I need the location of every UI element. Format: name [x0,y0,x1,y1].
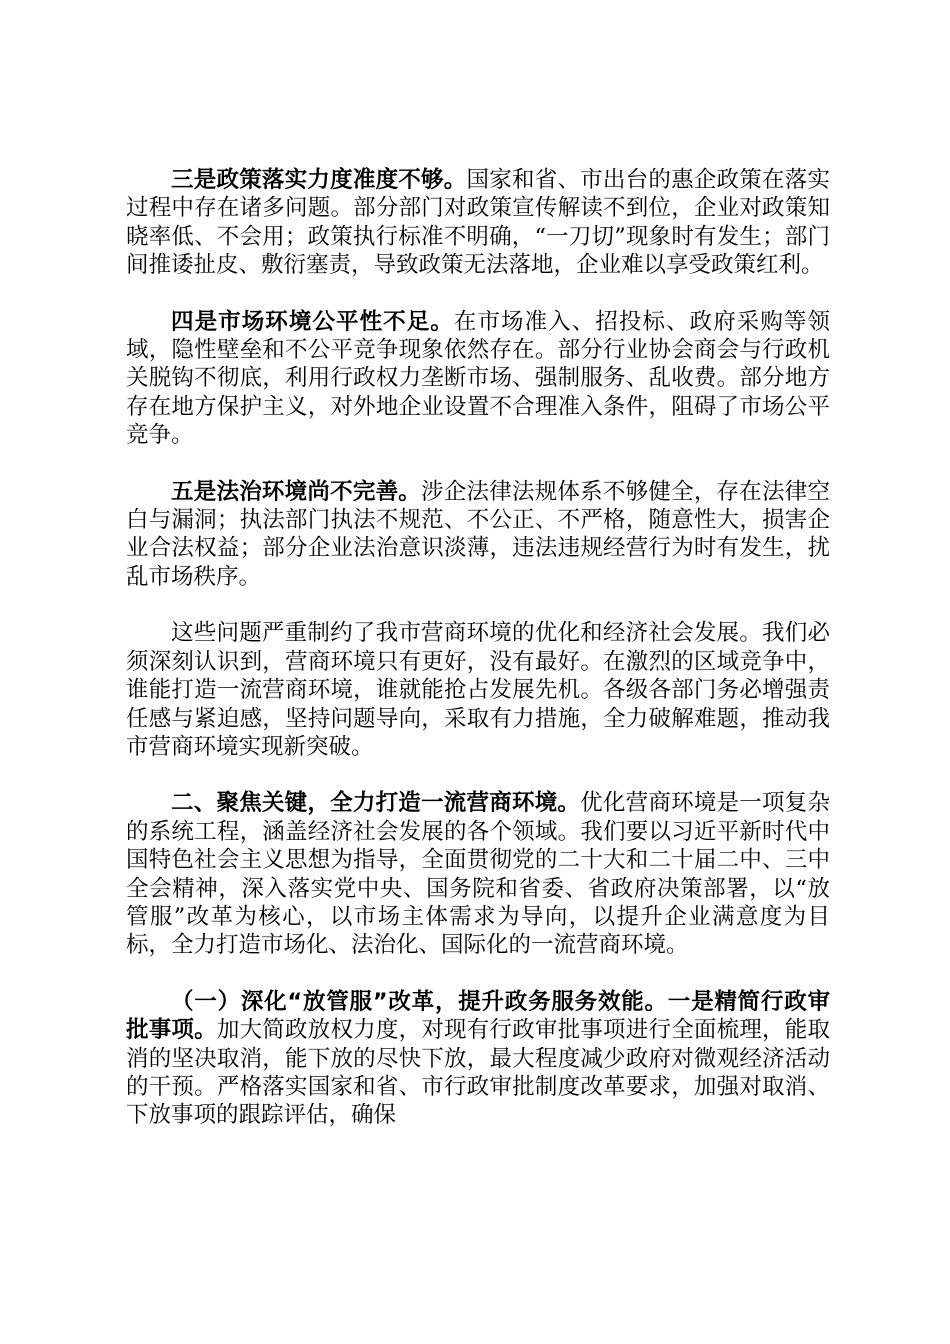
paragraph-body: 加大简政放权力度，对现有行政审批事项进行全面梳理，能取消的坚决取消，能下放的尽快下放，最大程度减少政府对微观经济活动的干预。严格落实国家和省、市行政审批制度改革要求，加强对取消、下放事项的跟踪评估，确保 [126,1017,830,1129]
paragraph-body: 国家和省、市出台的惠企政策在落实过程中存在诸多问题。部分部门对政策宣传解读不到位，企业对政策知晓率低、不会用；政策执行标准不明确，“一刀切”现象时有发生；部门间推诿扯皮、敷衍塞责，导致政策无法落地，企业难以享受政策红利。 [126,167,830,279]
document-page [126,166,830,1158]
paragraph-market-fairness [126,308,830,450]
paragraph-heading: 四是市场环境公平性不足。 [171,308,454,335]
paragraph-body: 这些问题严重制约了我市营商环境的优化和经济社会发展。我们必须深刻认识到，营商环境只有更好，没有最好。在激烈的区域竞争中，谁能打造一流营商环境，谁就能抢占发展先机。各级各部门务必增强责任感与紧迫感，坚持问题导向，采取有力措施，全力破解难题，推动我市营商环境实现新突破。 [126,620,830,760]
paragraph-body: 优化营商环境是一项复杂的系统工程，涵盖经济社会发展的各个领域。我们要以习近平新时代中国特色社会主义思想为指导，全面贯彻党的二十大和二十届二中、三中全会精神，深入落实党中央、国务院和省委、省政府决策部署，以“放管服”改革为核心，以市场主体需求为导向，以提升企业满意度为目标，全力打造市场化、法治化、国际化的一流营商环境。 [126,790,830,959]
paragraph-summary [126,619,830,761]
paragraph-body: 涉企法律法规体系不够健全，存在法律空白与漏洞；执法部门执法不规范、不公正、不严格，随意性大，损害企业合法权益；部分企业法治意识淡薄，违法违规经营行为时有发生，扰乱市场秩序。 [126,478,830,590]
paragraph-heading: 五是法治环境尚不完善。 [171,478,422,505]
item-heading: 一是精简行政审批事项。 [126,988,830,1044]
paragraph-section-two [126,789,830,959]
section-heading: 二、聚焦关键，全力打造一流营商环境。 [171,790,581,817]
paragraph-body: 在市场准入、招投标、政府采购等领域，隐性壁垒和不公平竞争现象依然存在。部分行业协会商会与行政机关脱钩不彻底，利用行政权力垄断市场、强制服务、乱收费。部分地方存在地方保护主义，对外地企业设置不合理准入条件，阻碍了市场公平竞争。 [126,308,830,449]
paragraph-policy-implementation [126,166,830,280]
paragraph-legal-environment [126,478,830,592]
paragraph-heading: 三是政策落实力度准度不够。 [171,167,467,193]
paragraph-subsection-one [126,988,830,1130]
subsection-heading: （一）深化“放管服”改革，提升政务服务效能。 [171,988,668,1015]
